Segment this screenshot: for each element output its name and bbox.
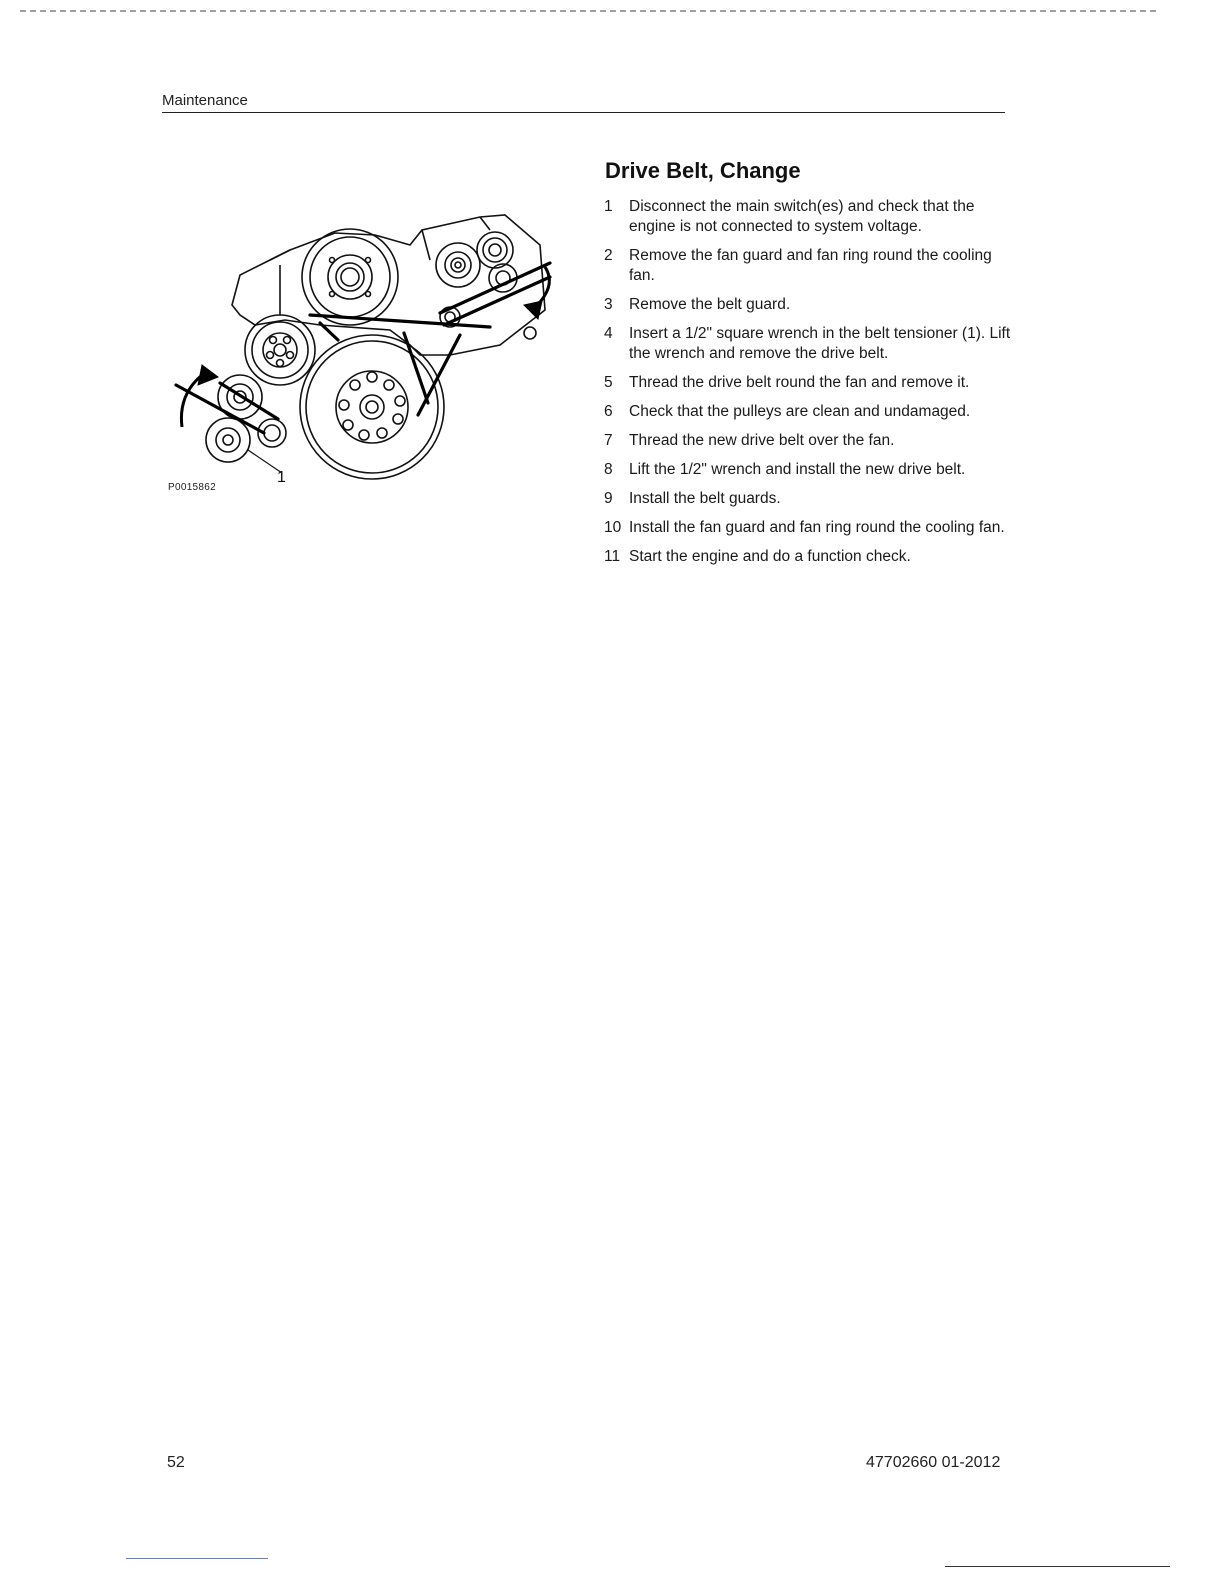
scan-edge-top — [20, 10, 1160, 12]
step-number: 2 — [604, 247, 613, 264]
step-number: 10 — [604, 519, 622, 536]
step-text: Remove the belt guard. — [629, 296, 791, 313]
step-text: Remove the fan guard and fan ring round the cooling fan. — [629, 247, 992, 284]
figure-code: P0015862 — [168, 482, 217, 493]
running-head: Maintenance — [162, 92, 248, 109]
step-text: Install the fan guard and fan ring round the cooling fan. — [629, 519, 1005, 536]
step-number: 9 — [604, 490, 613, 507]
upper-pulley — [302, 229, 398, 325]
step-number: 3 — [604, 296, 613, 313]
step-number: 8 — [604, 461, 613, 478]
section-title: Drive Belt, Change — [605, 158, 801, 183]
step-number: 6 — [604, 403, 613, 420]
step-text: Lift the 1/2" wrench and install the new drive belt. — [629, 461, 966, 478]
step-text: Start the engine and do a function check. — [629, 548, 911, 565]
step-item — [604, 373, 1014, 393]
document-id: 47702660 01-2012 — [866, 1454, 1001, 1471]
callout-number: 1 — [277, 469, 286, 486]
belt-tensioner-pulleys — [206, 375, 286, 462]
step-text: Disconnect the main switch(es) and check that the engine is not connected to system voltage. — [629, 198, 975, 235]
step-item — [604, 324, 1014, 364]
step-text: Install the belt guards. — [629, 490, 781, 507]
step-item — [604, 197, 1014, 237]
step-number: 11 — [604, 548, 621, 565]
procedure-steps — [604, 197, 1014, 576]
step-text: Check that the pulleys are clean and undamaged. — [629, 403, 971, 420]
header-rule — [162, 112, 1005, 113]
step-text: Insert a 1/2" square wrench in the belt tensioner (1). Lift the wrench and remove the drive belt. — [629, 325, 1011, 362]
step-item — [604, 295, 1014, 315]
rotation-arrow-left-icon — [181, 365, 218, 427]
step-text: Thread the new drive belt over the fan. — [629, 432, 895, 449]
right-tensioner — [440, 307, 536, 339]
step-number: 1 — [604, 198, 613, 215]
drive-belt-illustration — [160, 205, 580, 505]
step-item — [604, 489, 1014, 509]
scan-edge-bottom-left — [126, 1558, 268, 1559]
step-number: 5 — [604, 374, 613, 391]
step-text: Thread the drive belt round the fan and remove it. — [629, 374, 970, 391]
step-item — [604, 460, 1014, 480]
step-number: 7 — [604, 432, 613, 449]
step-item — [604, 547, 1014, 567]
water-pump-pulley — [245, 315, 315, 385]
step-item — [604, 431, 1014, 451]
step-number: 4 — [604, 325, 613, 342]
page-number: 52 — [167, 1454, 185, 1471]
scan-edge-bottom-right — [945, 1566, 1170, 1567]
step-item — [604, 402, 1014, 422]
step-item — [604, 518, 1014, 538]
step-item — [604, 246, 1014, 286]
